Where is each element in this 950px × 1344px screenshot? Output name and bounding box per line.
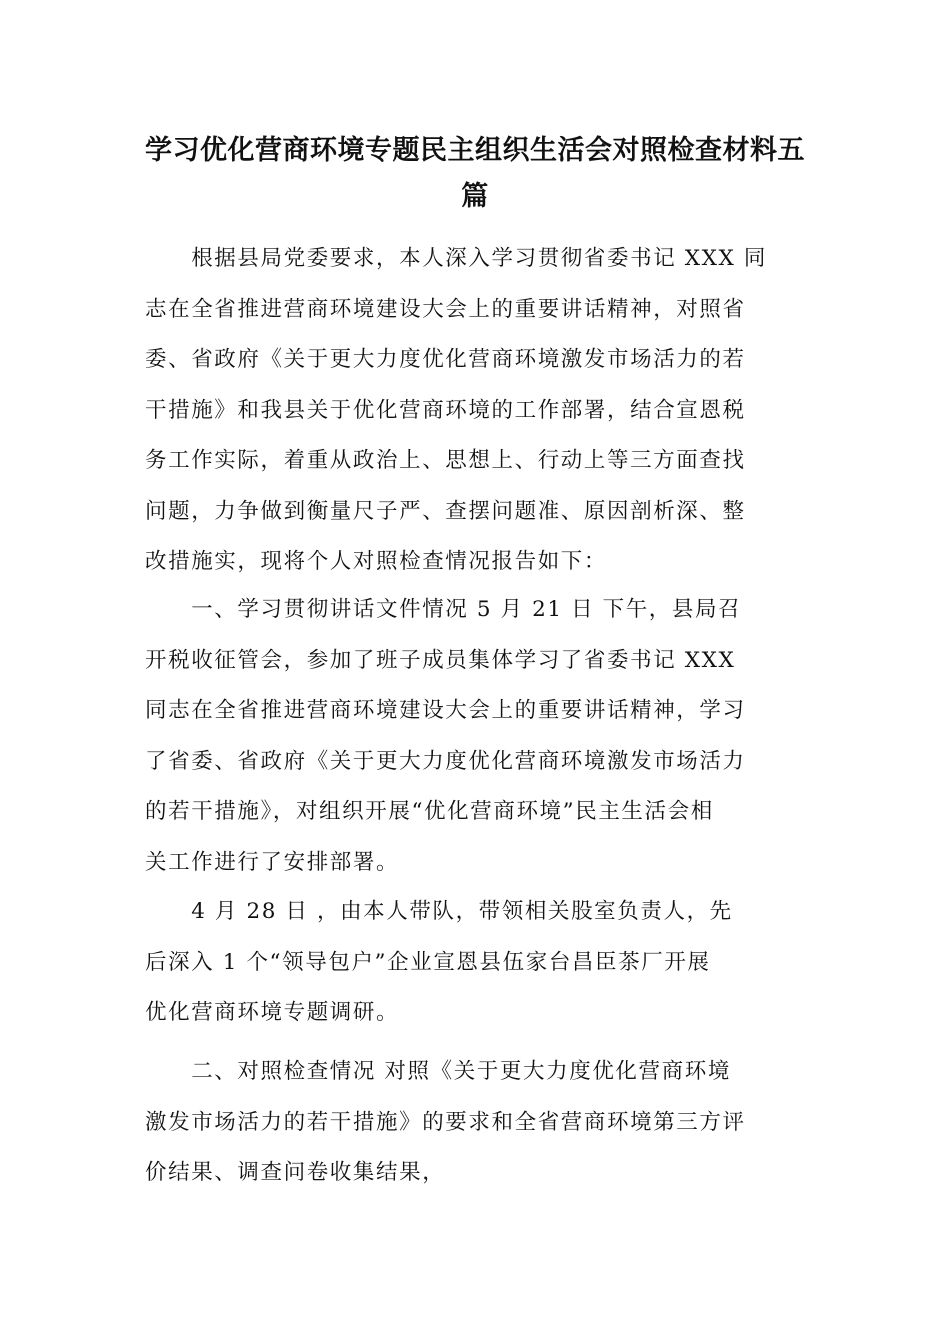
text-line: 志在全省推进营商环境建设大会上的重要讲话精神，对照省 [145,296,746,322]
text-line: 4 月 28 日 ，由本人带队，带领相关股室负责人，先 [145,899,733,924]
text-line: 一、学习贯彻讲话文件情况 5 月 21 日 下午，县局召 [145,597,742,622]
text-line: 根据县局党委要求，本人深入学习贯彻省委书记 XXX 同 [145,246,767,271]
document-title [145,128,805,220]
text-line: 问题，力争做到衡量尺子严、查摆问题准、原因剖析深、整 [145,498,746,524]
paragraph-section-two [145,1047,805,1199]
text-line: 委、省政府《关于更大力度优化营商环境激发市场活力的若 [145,347,746,372]
text-line: 的若干措施》，对组织开展“优化营商环境”民主生活会相 [145,799,714,824]
text-line: 改措施实，现将个人对照检查情况报告如下： [145,549,608,574]
paragraph-section-one [145,585,805,888]
text-line: 价结果、调查问卷收集结果， [145,1160,446,1185]
text-line: 了省委、省政府《关于更大力度优化营商环境激发市场活力 [145,748,746,774]
text-line: 开税收征管会，参加了班子成员集体学习了省委书记 XXX [145,647,736,673]
paragraph-intro [145,234,805,588]
text-line: 务工作实际，着重从政治上、思想上、行动上等三方面查找 [145,448,746,473]
text-line: 同志在全省推进营商环境建设大会上的重要讲话精神，学习 [145,698,746,723]
text-line: 二、对照检查情况 对照《关于更大力度优化营商环境 [145,1059,731,1084]
title-line: 篇 [461,181,489,212]
text-line: 干措施》和我县关于优化营商环境的工作部署，结合宣恩税 [145,397,746,423]
text-line: 优化营商环境专题调研。 [145,1000,400,1025]
text-line: 后深入 1 个“领导包户”企业宣恩县伍家台昌臣茶厂开展 [145,949,711,975]
text-line: 激发市场活力的若干措施》的要求和全省营商环境第三方评 [145,1109,746,1135]
text-line: 关工作进行了安排部署。 [145,849,400,875]
title-line: 学习优化营商环境专题民主组织生活会对照检查材料五 [145,135,805,166]
paragraph-research [145,887,805,1039]
